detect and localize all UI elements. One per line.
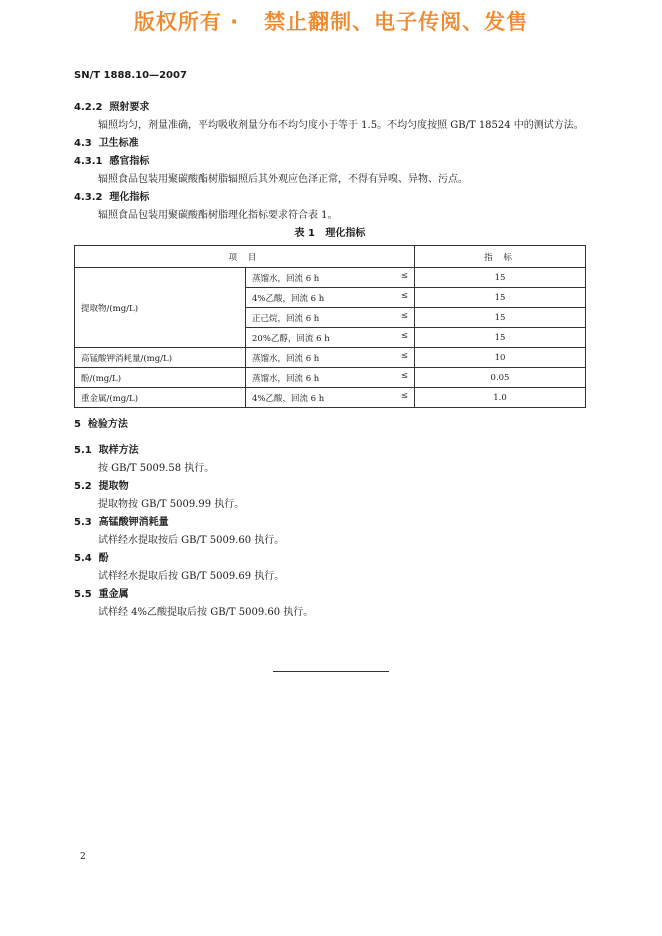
table-row bbox=[75, 268, 586, 288]
heading-4-3: 4.3 卫生标准 bbox=[74, 138, 139, 149]
table-row bbox=[75, 368, 586, 388]
condition-cell: 4%乙酸，回流 6 h bbox=[252, 393, 325, 404]
physicochemical-table bbox=[74, 245, 586, 408]
heading-5: 5 检验方法 bbox=[74, 419, 128, 430]
paragraph-4-3-1: 辐照食品包装用聚碳酸酯树脂辐照后其外观应色泽正常，不得有异嗅、异物、污点。 bbox=[98, 174, 468, 185]
table-row bbox=[75, 348, 586, 368]
document-id: SN/T 1888.10—2007 bbox=[74, 70, 187, 81]
condition-cell: 蒸馏水，回流 6 h bbox=[252, 353, 320, 364]
kmno4-label: 高锰酸钾消耗量/(mg/L) bbox=[75, 348, 246, 368]
condition-cell: 正己烷，回流 6 h bbox=[252, 313, 320, 324]
le-symbol: ≤ bbox=[400, 371, 408, 381]
condition-cell: 20%乙醇，回流 6 h bbox=[252, 333, 330, 344]
paragraph-5-5: 试样经 4%乙酸提取后按 GB/T 5009.60 执行。 bbox=[98, 607, 314, 618]
condition-cell: 蒸馏水，回流 6 h bbox=[252, 273, 320, 284]
table-row bbox=[75, 388, 586, 408]
condition-cell: 4%乙酸，回流 6 h bbox=[252, 293, 325, 304]
paragraph-4-3-2: 辐照食品包装用聚碳酸酯树脂理化指标要求符合表 1。 bbox=[98, 210, 338, 221]
le-symbol: ≤ bbox=[400, 331, 408, 341]
le-symbol: ≤ bbox=[400, 311, 408, 321]
value-cell: 10 bbox=[415, 348, 586, 368]
phenol-label: 酚/(mg/L) bbox=[75, 368, 246, 388]
heading-5-5: 5.5 重金属 bbox=[74, 589, 129, 600]
paragraph-5-4: 试样经水提取后按 GB/T 5009.69 执行。 bbox=[98, 571, 285, 582]
paragraph-5-2: 提取物按 GB/T 5009.99 执行。 bbox=[98, 499, 245, 510]
extract-label: 提取物/(mg/L) bbox=[75, 268, 246, 348]
page-number: 2 bbox=[80, 852, 86, 862]
condition-cell: 蒸馏水，回流 6 h bbox=[252, 373, 320, 384]
heading-5-1: 5.1 取样方法 bbox=[74, 445, 139, 456]
heading-4-3-2: 4.3.2 理化指标 bbox=[74, 192, 150, 203]
header-item: 项 目 bbox=[75, 246, 415, 268]
heading-4-3-1: 4.3.1 感官指标 bbox=[74, 156, 150, 167]
le-symbol: ≤ bbox=[400, 391, 408, 401]
heading-5-2: 5.2 提取物 bbox=[74, 481, 129, 492]
value-cell: 15 bbox=[415, 308, 586, 328]
value-cell: 15 bbox=[415, 268, 586, 288]
value-cell: 1.0 bbox=[415, 388, 586, 408]
heavy-metal-label: 重金属/(mg/L) bbox=[75, 388, 246, 408]
value-cell: 0.05 bbox=[415, 368, 586, 388]
value-cell: 15 bbox=[415, 328, 586, 348]
le-symbol: ≤ bbox=[400, 351, 408, 361]
heading-4-2-2: 4.2.2 照射要求 bbox=[74, 102, 150, 113]
copyright-watermark: 版权所有 · 禁止翻制、电子传阅、发售 bbox=[133, 10, 529, 34]
paragraph-4-2-2: 辐照均匀，剂量准确，平均吸收剂量分布不均匀度小于等于 1.5。不均匀度按照 GB/T 18524 中的测试方法。 bbox=[98, 120, 584, 131]
table-header-row bbox=[75, 246, 586, 268]
value-cell: 15 bbox=[415, 288, 586, 308]
le-symbol: ≤ bbox=[400, 271, 408, 281]
table-caption: 表 1 理化指标 bbox=[294, 228, 366, 239]
paragraph-5-3: 试样经水提取按后 GB/T 5009.60 执行。 bbox=[98, 535, 285, 546]
header-value: 指 标 bbox=[415, 246, 586, 268]
heading-5-3: 5.3 高锰酸钾消耗量 bbox=[74, 517, 169, 528]
le-symbol: ≤ bbox=[400, 291, 408, 301]
document-body bbox=[74, 99, 586, 622]
end-of-document-line bbox=[273, 671, 389, 672]
heading-5-4: 5.4 酚 bbox=[74, 553, 109, 564]
paragraph-5-1: 按 GB/T 5009.58 执行。 bbox=[98, 463, 215, 474]
